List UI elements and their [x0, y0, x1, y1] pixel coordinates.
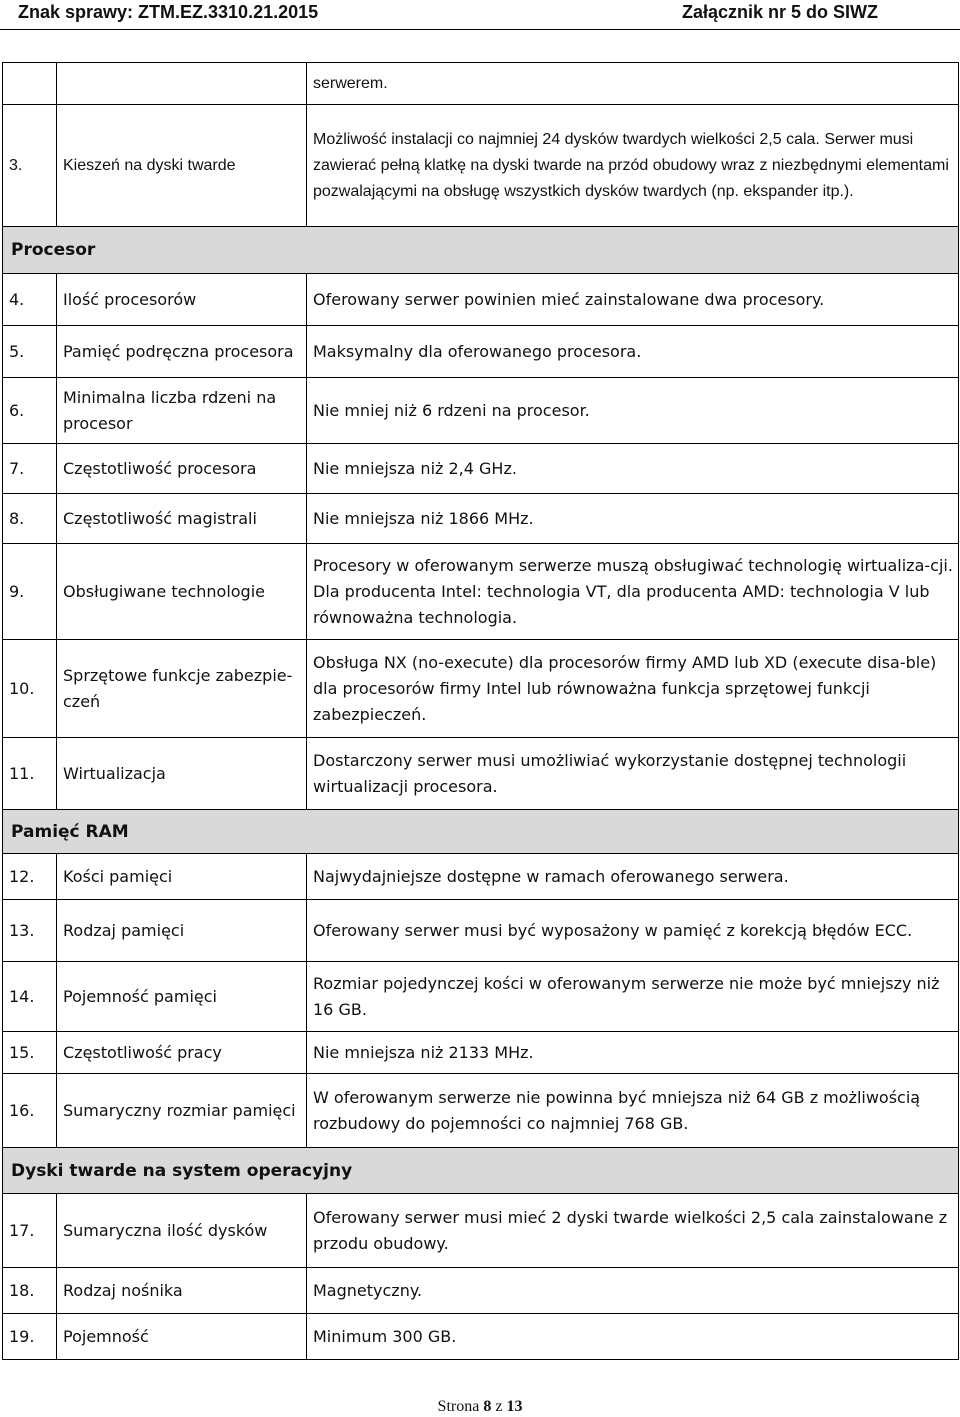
table-row: [3, 854, 959, 900]
row-number: 7.: [3, 444, 57, 494]
section-title: Pamięć RAM: [3, 810, 959, 854]
page-label: Strona: [437, 1398, 480, 1415]
row-desc: Nie mniejsza niż 2,4 GHz.: [307, 444, 959, 494]
row-number: 17.: [3, 1194, 57, 1268]
row-desc: Oferowany serwer musi być wyposażony w pamięć z korekcją błędów ECC.: [307, 900, 959, 962]
row-number: 4.: [3, 274, 57, 326]
table-row: [3, 378, 959, 444]
row-number: 18.: [3, 1268, 57, 1314]
table-row: [3, 63, 959, 105]
row-desc: Procesory w oferowanym serwerze muszą obsługiwać technologię wirtualiza-cji. Dla producenta Intel: technologia VT, dla producenta AMD: technologia V lub równoważna technologia.: [307, 544, 959, 640]
row-desc: Najwydajniejsze dostępne w ramach oferowanego serwera.: [307, 854, 959, 900]
row-number: 19.: [3, 1314, 57, 1360]
row-name: Kości pamięci: [57, 854, 307, 900]
row-desc: Obsługa NX (no-execute) dla procesorów firmy AMD lub XD (execute disa-ble) dla procesorów firmy Intel lub równoważna funkcja sprzętowej funkcji zabezpieczeń.: [307, 640, 959, 738]
row-number: 14.: [3, 962, 57, 1032]
table-row: [3, 444, 959, 494]
section-header: [3, 227, 959, 274]
row-name: Pamięć podręczna procesora: [57, 326, 307, 378]
page-number: 8: [483, 1398, 492, 1415]
row-name: Pojemność pamięci: [57, 962, 307, 1032]
row-number: 9.: [3, 544, 57, 640]
row-name: [57, 63, 307, 105]
table-row: [3, 900, 959, 962]
table-row: [3, 494, 959, 544]
table-row: [3, 274, 959, 326]
row-name: Minimalna liczba rdzeni na procesor: [57, 378, 307, 444]
row-desc: Nie mniej niż 6 rdzeni na procesor.: [307, 378, 959, 444]
row-desc: Minimum 300 GB.: [307, 1314, 959, 1360]
row-desc: Rozmiar pojedynczej kości w oferowanym serwerze nie może być mniejszy niż 16 GB.: [307, 962, 959, 1032]
row-desc: Maksymalny dla oferowanego procesora.: [307, 326, 959, 378]
row-name: Sprzętowe funkcje zabezpie-czeń: [57, 640, 307, 738]
row-desc: serwerem.: [307, 63, 959, 105]
row-name: Kieszeń na dyski twarde: [57, 105, 307, 227]
row-number: [3, 63, 57, 105]
page-total: 13: [506, 1398, 523, 1415]
row-desc: Nie mniejsza niż 2133 MHz.: [307, 1032, 959, 1074]
row-name: Rodzaj nośnika: [57, 1268, 307, 1314]
row-number: 12.: [3, 854, 57, 900]
table-row: [3, 105, 959, 227]
row-name: Rodzaj pamięci: [57, 900, 307, 962]
table-row: [3, 1032, 959, 1074]
row-desc: Możliwość instalacji co najmniej 24 dysków twardych wielkości 2,5 cala. Serwer musi zawierać pełną klatkę na dyski twarde na przód obudowy wraz z niezbędnymi elementami pozwalającymi na obsługę wszystkich dysków twardych (np. ekspander itp.).: [307, 105, 959, 227]
table-row: [3, 326, 959, 378]
table-row: [3, 1314, 959, 1360]
table-row: [3, 962, 959, 1032]
row-number: 15.: [3, 1032, 57, 1074]
section-title: Dyski twarde na system operacyjny: [3, 1148, 959, 1194]
row-name: Sumaryczna ilość dysków: [57, 1194, 307, 1268]
row-name: Częstotliwość procesora: [57, 444, 307, 494]
table-row: [3, 1074, 959, 1148]
row-number: 3.: [3, 105, 57, 227]
page-footer: [0, 1398, 960, 1416]
section-header: [3, 1148, 959, 1194]
table-row: [3, 544, 959, 640]
section-header: [3, 810, 959, 854]
row-number: 6.: [3, 378, 57, 444]
row-number: 8.: [3, 494, 57, 544]
row-name: Obsługiwane technologie: [57, 544, 307, 640]
table-row: [3, 1268, 959, 1314]
row-name: Wirtualizacja: [57, 738, 307, 810]
section-title: Procesor: [3, 227, 959, 274]
row-number: 5.: [3, 326, 57, 378]
row-number: 16.: [3, 1074, 57, 1148]
row-desc: W oferowanym serwerze nie powinna być mniejsza niż 64 GB z możliwością rozbudowy do pojemności co najmniej 768 GB.: [307, 1074, 959, 1148]
row-number: 10.: [3, 640, 57, 738]
row-desc: Oferowany serwer powinien mieć zainstalowane dwa procesory.: [307, 274, 959, 326]
row-desc: Nie mniejsza niż 1866 MHz.: [307, 494, 959, 544]
table-row: [3, 738, 959, 810]
table-row: [3, 1194, 959, 1268]
row-desc: Oferowany serwer musi mieć 2 dyski twarde wielkości 2,5 cala zainstalowane z przodu obudowy.: [307, 1194, 959, 1268]
row-desc: Magnetyczny.: [307, 1268, 959, 1314]
attachment-label: Załącznik nr 5 do SIWZ: [681, 2, 878, 22]
row-name: Ilość procesorów: [57, 274, 307, 326]
row-number: 11.: [3, 738, 57, 810]
header-rule: [0, 29, 960, 30]
case-number: Znak sprawy: ZTM.EZ.3310.21.2015: [18, 2, 319, 22]
row-name: Pojemność: [57, 1314, 307, 1360]
row-name: Częstotliwość pracy: [57, 1032, 307, 1074]
row-name: Sumaryczny rozmiar pamięci: [57, 1074, 307, 1148]
row-number: 13.: [3, 900, 57, 962]
row-desc: Dostarczony serwer musi umożliwiać wykorzystanie dostępnej technologii wirtualizacji procesora.: [307, 738, 959, 810]
table-row: [3, 640, 959, 738]
spec-table: [2, 62, 959, 1360]
row-name: Częstotliwość magistrali: [57, 494, 307, 544]
page-separator: z: [495, 1398, 503, 1415]
page-header: [0, 0, 960, 34]
